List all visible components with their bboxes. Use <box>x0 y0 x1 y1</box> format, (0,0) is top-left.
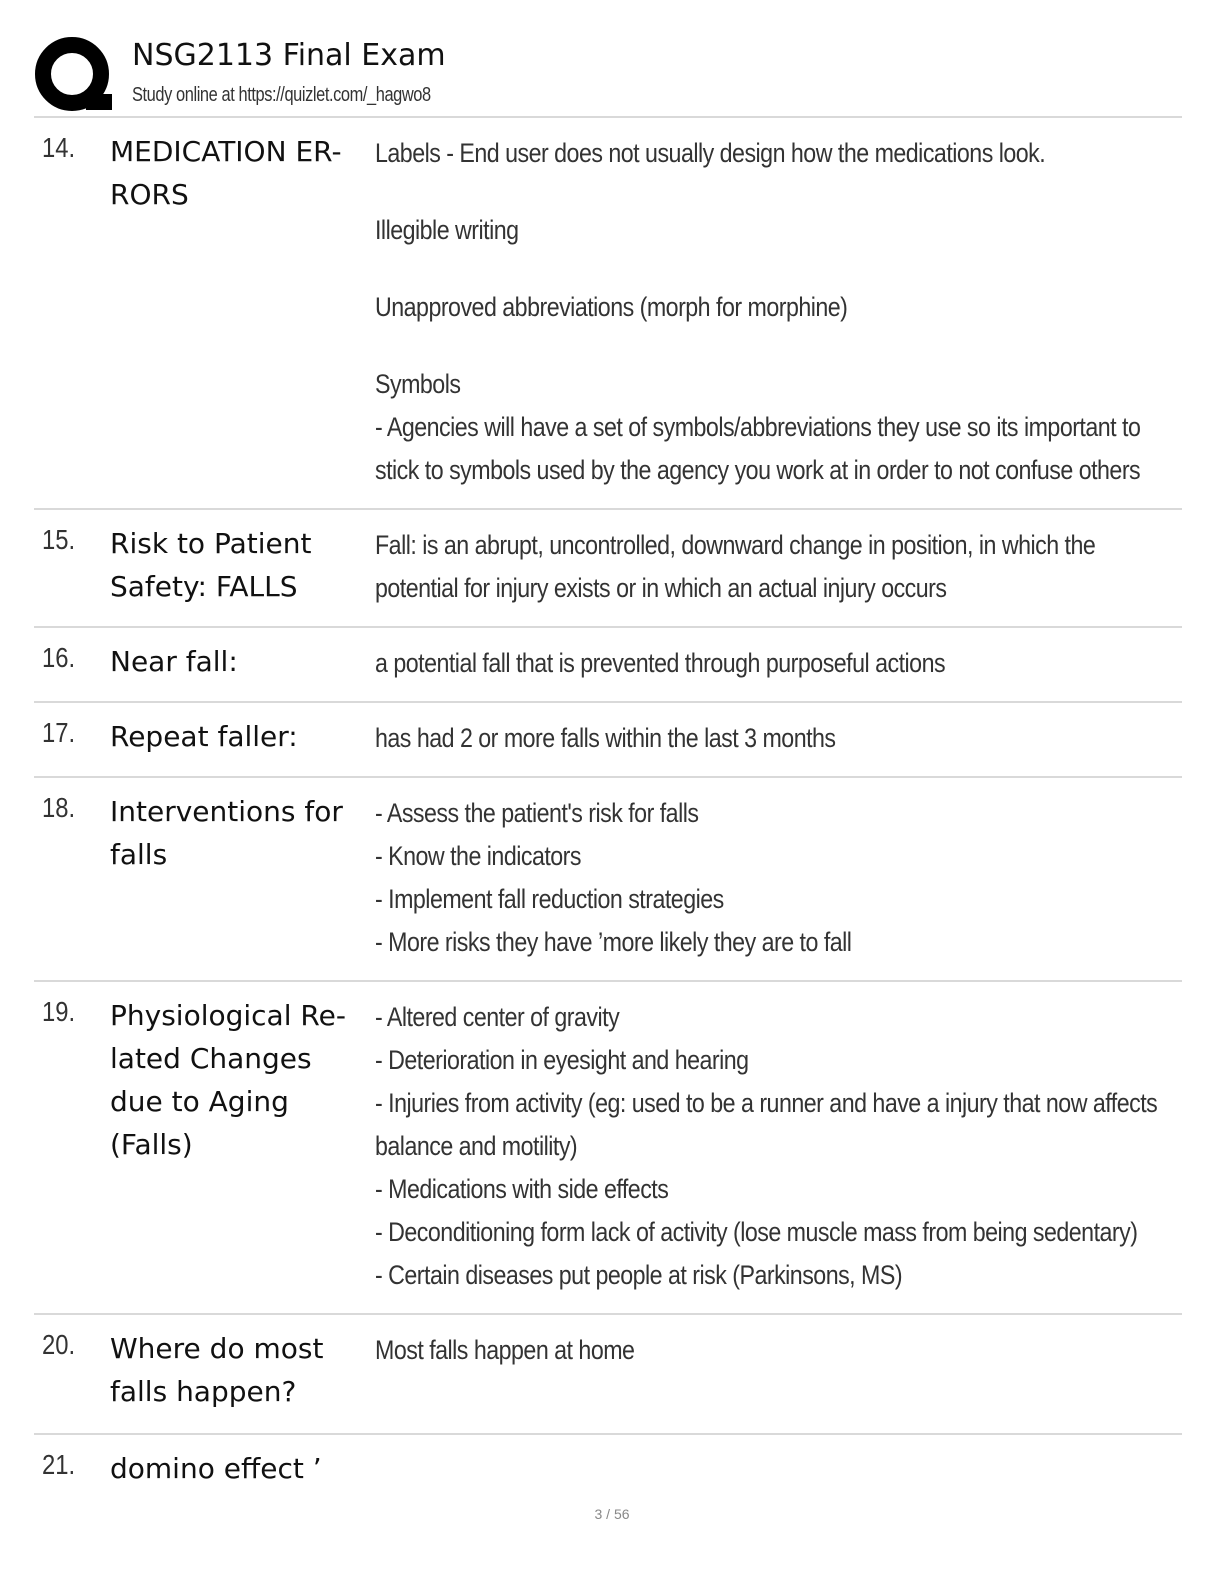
flashcard-row <box>34 628 1182 703</box>
definition-line: - Implement fall reduction strategies <box>375 884 724 914</box>
flashcard-row <box>34 1435 1182 1510</box>
page-header <box>34 34 1184 114</box>
card-definition <box>375 628 1063 701</box>
page-number: 3 / 56 <box>594 1506 630 1522</box>
card-number: 14. <box>42 132 76 163</box>
card-number: 16. <box>42 642 76 673</box>
definition-line: - Altered center of gravity <box>375 1002 620 1032</box>
card-definition <box>375 778 1063 980</box>
definition-line: Labels - End user does not usually design how the medications look. <box>375 138 1046 168</box>
definition-line: - Medications with side effects <box>375 1174 669 1204</box>
card-term: Interventions for falls <box>110 795 343 871</box>
card-term: Where do most falls happen? <box>110 1332 324 1408</box>
flashcard-row <box>34 1315 1182 1435</box>
flashcard-list <box>34 118 1182 1510</box>
definition-line: Most falls happen at home <box>375 1335 635 1365</box>
card-definition <box>375 1435 1063 1508</box>
quizlet-logo-icon <box>34 36 114 116</box>
card-term: Near fall: <box>110 645 238 678</box>
definition-line: Symbols <box>375 369 461 399</box>
definition-line: Unapproved abbreviations (morph for morphine) <box>375 292 848 322</box>
definition-line: balance and motility) <box>375 1131 578 1161</box>
definition-line: - Assess the patient's risk for falls <box>375 798 699 828</box>
flashcard-row <box>34 703 1182 778</box>
definition-line: stick to symbols used by the agency you work at in order to not confuse others <box>375 455 1141 485</box>
definition-line: Fall: is an abrupt, uncontrolled, downward change in position, in which the <box>375 530 1096 560</box>
definition-line: has had 2 or more falls within the last 3 months <box>375 723 836 753</box>
definition-spacer <box>375 252 1063 286</box>
card-number: 17. <box>42 717 76 748</box>
definition-line: - Deconditioning form lack of activity (lose muscle mass from being sedentary) <box>375 1217 1138 1247</box>
card-number: 21. <box>42 1449 76 1480</box>
definition-line: a potential fall that is prevented through purposeful actions <box>375 648 946 678</box>
definition-line: potential for injury exists or in which an actual injury occurs <box>375 573 947 603</box>
flashcard-row <box>34 510 1182 628</box>
card-definition <box>375 982 1158 1313</box>
definition-line: - Certain diseases put people at risk (Parkinsons, MS) <box>375 1260 903 1290</box>
flashcard-row <box>34 778 1182 982</box>
card-term: Risk to Patient Safety: FALLS <box>110 527 312 603</box>
definition-line: - More risks they have ’more likely they are to fall <box>375 927 852 957</box>
card-term: domino effect ’ <box>110 1452 322 1485</box>
flashcard-row <box>34 118 1182 510</box>
card-term: Repeat faller: <box>110 720 298 753</box>
card-definition <box>375 1315 1063 1388</box>
definition-line: - Agencies will have a set of symbols/abbreviations they use so its important to <box>375 412 1141 442</box>
card-definition <box>375 703 1063 776</box>
definition-line: - Deterioration in eyesight and hearing <box>375 1045 749 1075</box>
card-number: 18. <box>42 792 76 823</box>
definition-line: - Know the indicators <box>375 841 581 871</box>
definition-line: Illegible writing <box>375 215 519 245</box>
definition-spacer <box>375 329 1063 363</box>
card-term: Physiological Re-lated Changes due to Aging (Falls) <box>110 999 346 1161</box>
flashcard-row <box>34 982 1182 1315</box>
definition-line: - Injuries from activity (eg: used to be a runner and have a injury that now affects <box>375 1088 1158 1118</box>
card-number: 20. <box>42 1329 76 1360</box>
study-link[interactable]: Study online at https://quizlet.com/_hagwo8 <box>132 84 431 106</box>
page-title: NSG2113 Final Exam <box>132 38 446 73</box>
card-number: 15. <box>42 524 76 555</box>
card-number: 19. <box>42 996 76 1027</box>
card-term: MEDICATION ER-RORS <box>110 135 342 211</box>
definition-spacer <box>375 175 1063 209</box>
card-definition <box>375 510 1096 626</box>
card-definition <box>375 118 1141 508</box>
